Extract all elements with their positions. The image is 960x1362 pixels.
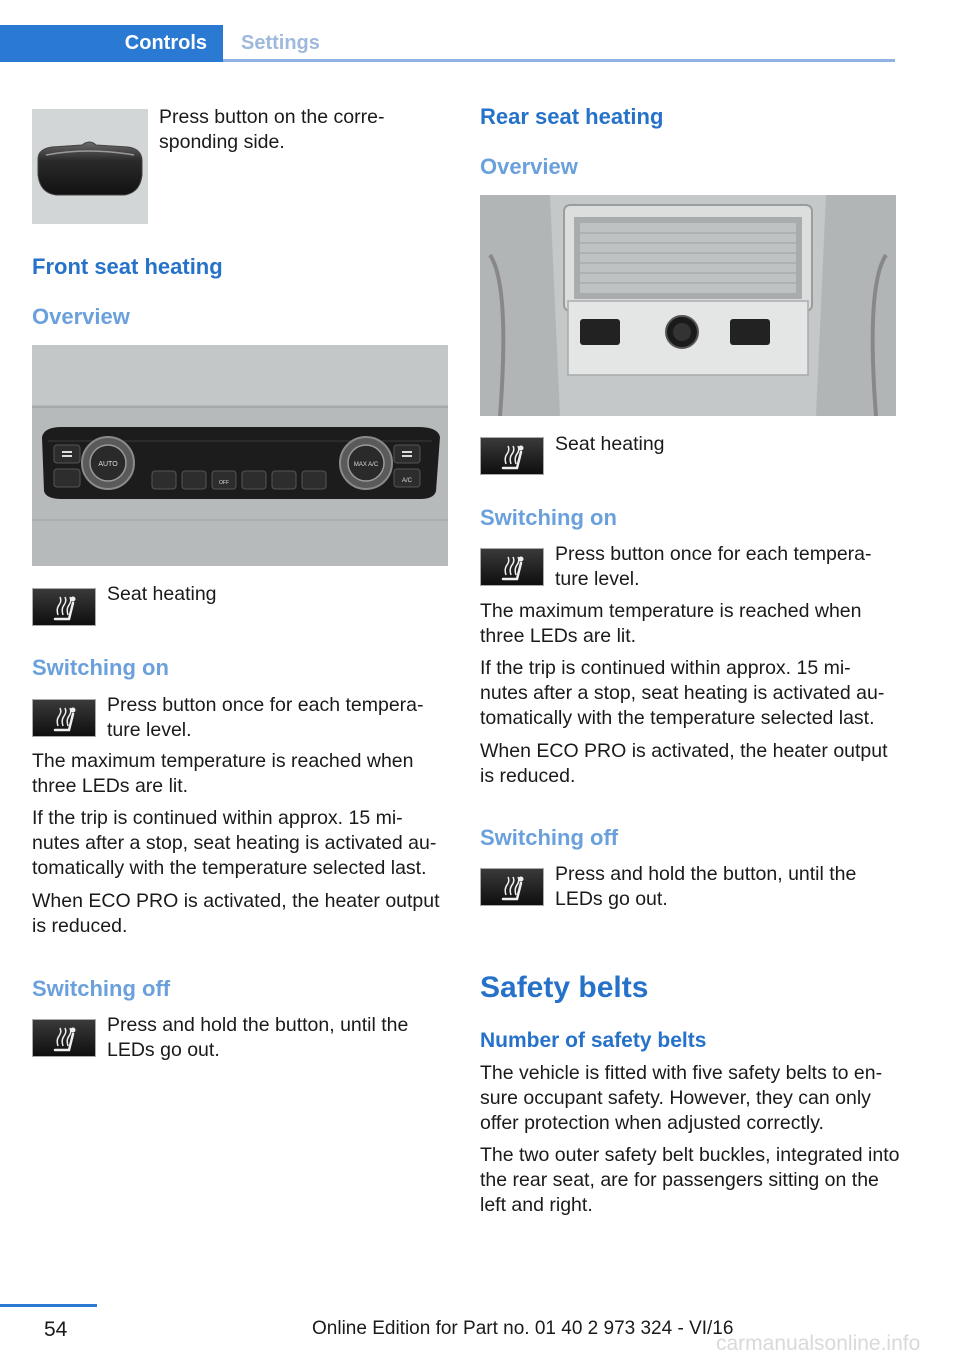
rear-para-max-temp: The maximum temperature is reached when three LEDs are lit. (480, 600, 862, 647)
rear-para-trip: If the trip is continued within approx. 15 mi‐nutes after a stop, seat heating is activated au‐tomatically with the temperature selected last. (480, 657, 885, 729)
para-eco: When ECO PRO is activated, the heater output is reduced. (32, 890, 440, 937)
footer-rule (0, 1304, 97, 1307)
max-ac-label: MAX A/C (353, 462, 379, 468)
rear-seat-heating-label: Seat heating (555, 433, 665, 455)
rear-seat-heading: Rear seat heating (480, 104, 664, 129)
tab-settings[interactable]: Settings (241, 32, 320, 54)
switching-on-heading: Switching on (32, 655, 169, 680)
tab-controls[interactable]: Controls (0, 25, 223, 62)
watermark: carmanualsonline.info (716, 1332, 921, 1355)
seat-button-photo (32, 109, 148, 224)
front-overview-heading: Overview (32, 304, 130, 329)
para-max-temp: The maximum temperature is reached when three LEDs are lit. (32, 750, 414, 797)
seat-heating-icon (480, 548, 544, 586)
rear-switching-off-heading: Switching off (480, 825, 619, 850)
off-label: OFF (219, 480, 229, 486)
rear-switching-off-step: Press and hold the button, until the LEDs go out. (555, 863, 857, 910)
seat-heating-icon (480, 868, 544, 906)
seat-heating-label: Seat heating (107, 583, 217, 605)
switching-off-step: Press and hold the button, until the LEDs go out. (107, 1014, 409, 1061)
front-seat-heading: Front seat heating (32, 254, 223, 279)
rear-overview-heading: Overview (480, 154, 578, 179)
seat-heating-icon (32, 699, 96, 737)
front-climate-panel-photo (32, 345, 448, 566)
para-belts: The vehicle is fitted with five safety belts to en‐sure occupant safety. However, they can only offer protection when adjusted correctly. (480, 1062, 883, 1134)
seat-heating-icon (480, 437, 544, 475)
para-buckles: The two outer safety belt buckles, integrated into the rear seat, are for passengers sitting on the left and right. (480, 1144, 900, 1216)
rear-para-eco: When ECO PRO is activated, the heater output is reduced. (480, 740, 888, 787)
rear-console-photo (480, 195, 896, 416)
seat-heating-icon (32, 588, 96, 626)
page-number: 54 (44, 1318, 68, 1341)
ac-label: A/C (401, 478, 413, 484)
seat-heating-icon (32, 1019, 96, 1057)
para-trip: If the trip is continued within approx. 15 mi‐nutes after a stop, seat heating is activated au‐tomatically with the temperature selected last. (32, 807, 437, 879)
safety-belts-heading: Safety belts (480, 971, 649, 1004)
intro-text: Press button on the corre‐sponding side. (159, 106, 385, 153)
switching-on-step: Press button once for each tempera‐ture level. (107, 694, 424, 741)
footer-edition: Online Edition for Part no. 01 40 2 973 324 - VI/16 (312, 1318, 734, 1339)
auto-label: AUTO (98, 461, 118, 468)
header-tabs (0, 0, 895, 62)
rear-switching-on-heading: Switching on (480, 505, 617, 530)
rear-switching-on-step: Press button once for each tempera‐ture level. (555, 543, 872, 590)
header-rule (223, 59, 895, 62)
num-belts-heading: Number of safety belts (480, 1029, 707, 1052)
switching-off-heading: Switching off (32, 976, 171, 1001)
